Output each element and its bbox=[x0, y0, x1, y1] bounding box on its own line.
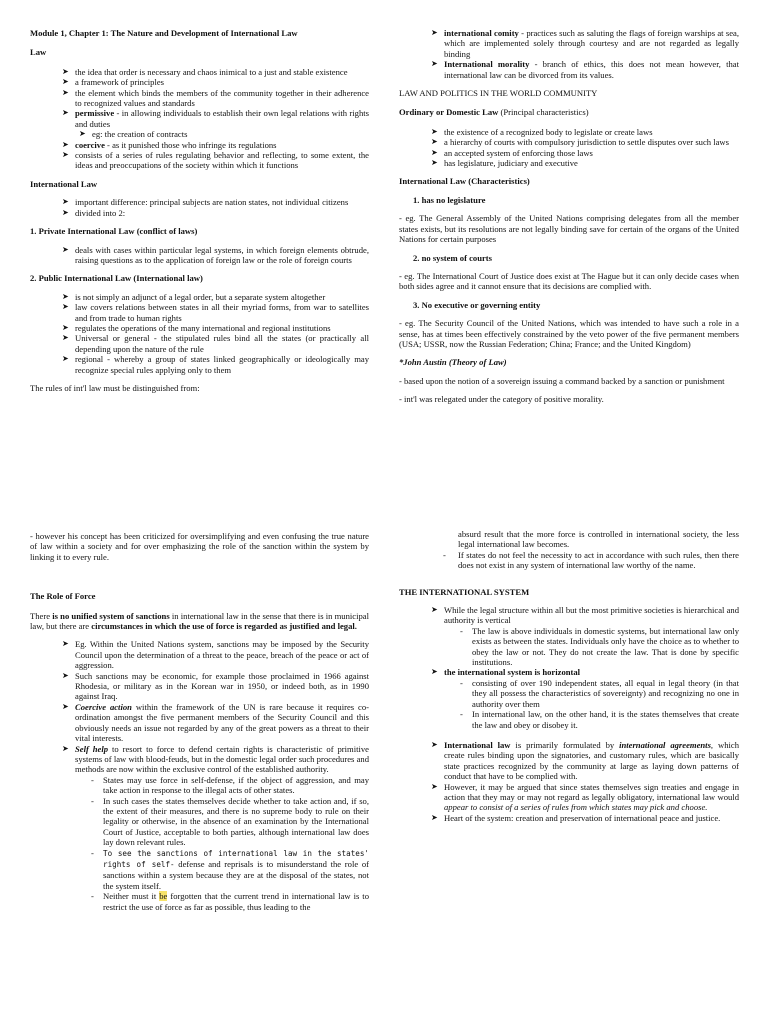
char-2-heading: 2. no system of courts bbox=[413, 252, 493, 263]
system-list bbox=[427, 605, 739, 730]
list-item: ➤ Universal or general - the stipulated rules bind all the states (or practically all depending upon the nature of the rule bbox=[58, 333, 369, 354]
list-item: absurd result that the more force is controlled in international society, the less legal international law becomes. bbox=[458, 529, 739, 550]
module-title: Module 1, Chapter 1: The Nature and Development of International Law bbox=[30, 28, 298, 38]
neither-text-a: Neither must it bbox=[103, 891, 160, 902]
list-item: ➤ the existence of a recognized body to legislate or create laws bbox=[427, 127, 739, 137]
horizontal-heading: the international system is horizontal bbox=[444, 667, 581, 678]
list-item: - States may use force in self-defense, if the object of aggression, and may take action in response to the illegal acts of other states. bbox=[89, 775, 369, 796]
char-1-text: - eg. The General Assembly of the United Nations comprising delegates from all the member states exists, but its resolutions are not legally binding save for certain of the organs of the United Nations for certain purposes bbox=[399, 213, 739, 245]
neither-text-b: forgotten that the current trend in international law is to restrict the use of force as far as possible, thus leading to the bbox=[103, 891, 369, 912]
list-item: ➤ is not simply an adjunct of a legal order, but a separate system altogether bbox=[58, 292, 369, 302]
list-item bbox=[427, 605, 739, 667]
law-heading: Law bbox=[30, 47, 47, 58]
il-italic: international agreements bbox=[619, 739, 711, 750]
list-item: ➤ eg: the creation of contracts bbox=[75, 129, 369, 139]
system-sublist bbox=[458, 626, 739, 668]
mono-rest: defense and reprisals is to misunderstand the role of sanctions within a system because they are at the disposal of the states, not the system itself. bbox=[103, 858, 369, 891]
list-item: - In such cases the states themselves decide whether to take action and, if so, the extent of their measures, and there is no supreme body to rule on their legality or otherwise, in the absence of an examination by the International Court of Justice, acceptable to both parties, although international law does lay down relevant rules. bbox=[89, 796, 369, 848]
highlighted-word: be bbox=[159, 891, 168, 902]
force-list bbox=[58, 639, 369, 912]
list-item: - In international law, on the other hand, it is the states themselves that create the law and obey or disobey it. bbox=[458, 709, 739, 730]
char-2-text: - eg. The International Court of Justice does exist at The Hague but it can only decide cases when both sides agree and it cannot ensure that its decisions are complied with. bbox=[399, 270, 739, 292]
list-item: ➤ deals with cases within particular legal systems, in which foreign elements obtrude, raising questions as to the application of foreign law or the role of foreign courts bbox=[58, 245, 369, 266]
list-item bbox=[427, 59, 739, 80]
force-bold-a: is no unified system of sanctions bbox=[52, 610, 170, 621]
system-item-text: While the legal structure within all but the most primitive societies is hierarchical and authority is vertical bbox=[444, 605, 739, 626]
role-of-force-heading: The Role of Force bbox=[30, 591, 96, 602]
left-top-column bbox=[30, 28, 369, 401]
morality-text: - branch of ethics, this does not mean however, that international law can be divorced from its values. bbox=[444, 59, 739, 80]
austin-text-2: - int'l was relegated under the category of positive morality. bbox=[399, 394, 604, 405]
permissive-sublist bbox=[75, 129, 369, 139]
list-item: ➤ important difference: principal subjects are nation states, not individual citizens bbox=[58, 197, 369, 207]
il-term: International law bbox=[444, 739, 511, 750]
international-system-heading: THE INTERNATIONAL SYSTEM bbox=[399, 586, 530, 597]
force-bold-b: circumstances in which the use of force is regarded as justified and legal. bbox=[91, 621, 357, 632]
force-text-b: in international law in the sense that there is in municipal law, but there are bbox=[30, 610, 369, 632]
list-item: - The law is above individuals in domestic systems, but international law only exists as between the states. Individuals only have the choice as to whether to obey the law or not. They do not create the law. That is done by specific institutions. bbox=[458, 626, 739, 668]
char-1-heading: 1. has no legislature bbox=[413, 194, 486, 205]
criticized-text: - however his concept has been criticized for oversimplifying and even confusing the true nature of law within a society and for over emphasizing the role of the sanction within the system by linking it to every rule. bbox=[30, 531, 369, 562]
right-bottom-column bbox=[399, 529, 739, 831]
list-item bbox=[427, 667, 739, 729]
horizontal-sublist bbox=[458, 678, 739, 730]
formulated-list bbox=[427, 740, 739, 823]
self-help-sublist bbox=[89, 775, 369, 912]
il-characteristics-heading: International Law (Characteristics) bbox=[399, 176, 530, 187]
list-item: ➤ the idea that order is necessary and chaos inimical to a just and stable existence bbox=[58, 67, 369, 77]
list-item bbox=[58, 108, 369, 139]
coercive-term: coercive bbox=[75, 139, 105, 150]
public-list bbox=[58, 292, 369, 375]
list-item: ➤ consists of a series of rules regulating behavior and reflecting, to some extent, the ideas and preoccupations of the society within which it functions bbox=[58, 150, 369, 171]
list-item bbox=[58, 744, 369, 913]
coercive-action-term: Coercive action bbox=[75, 701, 132, 712]
permissive-term: permissive bbox=[75, 108, 115, 119]
list-item: ➤ the element which binds the members of the community together in their adherence to recognized values and standards bbox=[58, 88, 369, 109]
ordinary-list bbox=[427, 127, 739, 169]
list-item: ➤ a framework of principles bbox=[58, 77, 369, 87]
list-item: - consisting of over 190 independent states, all equal in legal theory (in that they all possess the characteristics of sovereignty) and recognizing no one in authority over them bbox=[458, 678, 739, 709]
distinguished-text: The rules of int'l law must be distinguished from: bbox=[30, 382, 200, 393]
list-item: ➤ Heart of the system: creation and preservation of international peace and justice. bbox=[427, 813, 739, 823]
law-list bbox=[58, 67, 369, 171]
intl-law-heading: International Law bbox=[30, 178, 98, 189]
list-item: ➤ has legislature, judiciary and executive bbox=[427, 158, 739, 168]
austin-text-1: - based upon the notion of a sovereign issuing a command backed by a sanction or punishment bbox=[399, 375, 725, 386]
list-item bbox=[427, 740, 739, 782]
il-text-a: is primarily formulated by bbox=[510, 739, 620, 750]
coercive-text: - as it punished those who infringe its regulations bbox=[104, 139, 277, 150]
ordinary-sub: (Principal characteristics) bbox=[498, 107, 589, 118]
char-3-heading: 3. No executive or governing entity bbox=[413, 299, 541, 310]
morality-term: International morality bbox=[444, 59, 530, 70]
list-item: ➤ divided into 2: bbox=[58, 208, 369, 218]
list-item: ➤ regulates the operations of the many international and regional institutions bbox=[58, 323, 369, 333]
ordinary-heading-line bbox=[399, 107, 739, 117]
list-item: ➤ Such sanctions may be economic, for example those proclaimed in 1966 against Rhodesia, or military as in the Korean war in 1950, or indeed both, as in 1990 against Iraq. bbox=[58, 671, 369, 702]
comity-term: international comity bbox=[444, 28, 519, 38]
private-heading: 1. Private International Law (conflict of laws) bbox=[30, 226, 198, 237]
list-item: ➤ law covers relations between states in all their myriad forms, from war to satellites and from trade to human rights bbox=[58, 302, 369, 323]
list-item bbox=[89, 891, 369, 912]
list-item bbox=[427, 782, 739, 813]
left-bottom-column bbox=[30, 531, 369, 920]
however-text: However, it may be argued that since states themselves sign treaties and engage in action that they may or may not regard as legally obligatory, international law would bbox=[444, 781, 739, 802]
char-3-text: - eg. The Security Council of the United Nations, which was intended to have such a role in a sense, has at times been effectively constrained by the veto power of the five permanent members (USA; USSR, now the Russian Federation; China; France; and the United Kingdom) bbox=[399, 318, 739, 349]
force-paragraph bbox=[30, 611, 369, 632]
private-list bbox=[58, 245, 369, 266]
list-item: ➤ a hierarchy of courts with compulsory jurisdiction to settle disputes over such laws bbox=[427, 137, 739, 147]
il-text-b: , which create rules binding upon the signatories, and customary rules, which are basically state practices recognized by the community at large as laying down patterns of conduct that have to be complied with. bbox=[444, 739, 739, 782]
ordinary-heading: Ordinary or Domestic Law bbox=[399, 107, 499, 118]
intl-list bbox=[58, 197, 369, 218]
list-item: ➤ regional - whereby a group of states linked geographically or ideologically may recognize special rules applying only to them bbox=[58, 354, 369, 375]
self-help-text: to resort to force to defend certain rights is characteristic of primitive systems of law with blood-feuds, but in the domestic legal order such procedures and methods are now within the exclusive control of the established authority. bbox=[75, 743, 369, 775]
public-heading: 2. Public International Law (International law) bbox=[30, 273, 203, 284]
permissive-text: - in allowing individuals to establish their own legal relations with rights and duties bbox=[75, 108, 369, 129]
list-item: ➤ an accepted system of enforcing those laws bbox=[427, 148, 739, 158]
coercive-action-text: within the framework of the UN is rare because it requires co-ordination amongst the five permanent members of the Security Council and this obviously needs an issue not regarded by any of the great powers as a threat to their vital interests. bbox=[75, 701, 369, 744]
mono-text: To see the sanctions of international law in the states' rights of self- bbox=[103, 848, 369, 869]
comity-list bbox=[427, 28, 739, 80]
comity-text: - practices such as saluting the flags of foreign warships at sea, which are implemented solely through courtesy and are not regarded as legally binding bbox=[444, 28, 739, 59]
list-item: - If states do not feel the necessity to act in accordance with such rules, then there does not exist in any system of international law worthy of the name. bbox=[441, 550, 739, 571]
list-item bbox=[89, 848, 369, 892]
austin-heading: *John Austin (Theory of Law) bbox=[399, 357, 507, 368]
list-item: ➤ Eg. Within the United Nations system, sanctions may be imposed by the Security Council upon the determination of a threat to the peace, breach of the peace or act of aggression. bbox=[58, 639, 369, 670]
list-item bbox=[427, 28, 739, 59]
austin-heading-line bbox=[399, 357, 739, 367]
self-help-term: Self help bbox=[75, 743, 109, 754]
however-italic: appear to consist of a series of rules from which states may pick and choose. bbox=[444, 802, 708, 813]
law-politics-heading: LAW AND POLITICS IN THE WORLD COMMUNITY bbox=[399, 88, 598, 99]
right-top-column bbox=[399, 28, 739, 413]
force-text-a: There bbox=[30, 610, 53, 621]
list-item bbox=[58, 140, 369, 150]
list-item bbox=[58, 702, 369, 744]
absurd-list bbox=[441, 529, 739, 571]
